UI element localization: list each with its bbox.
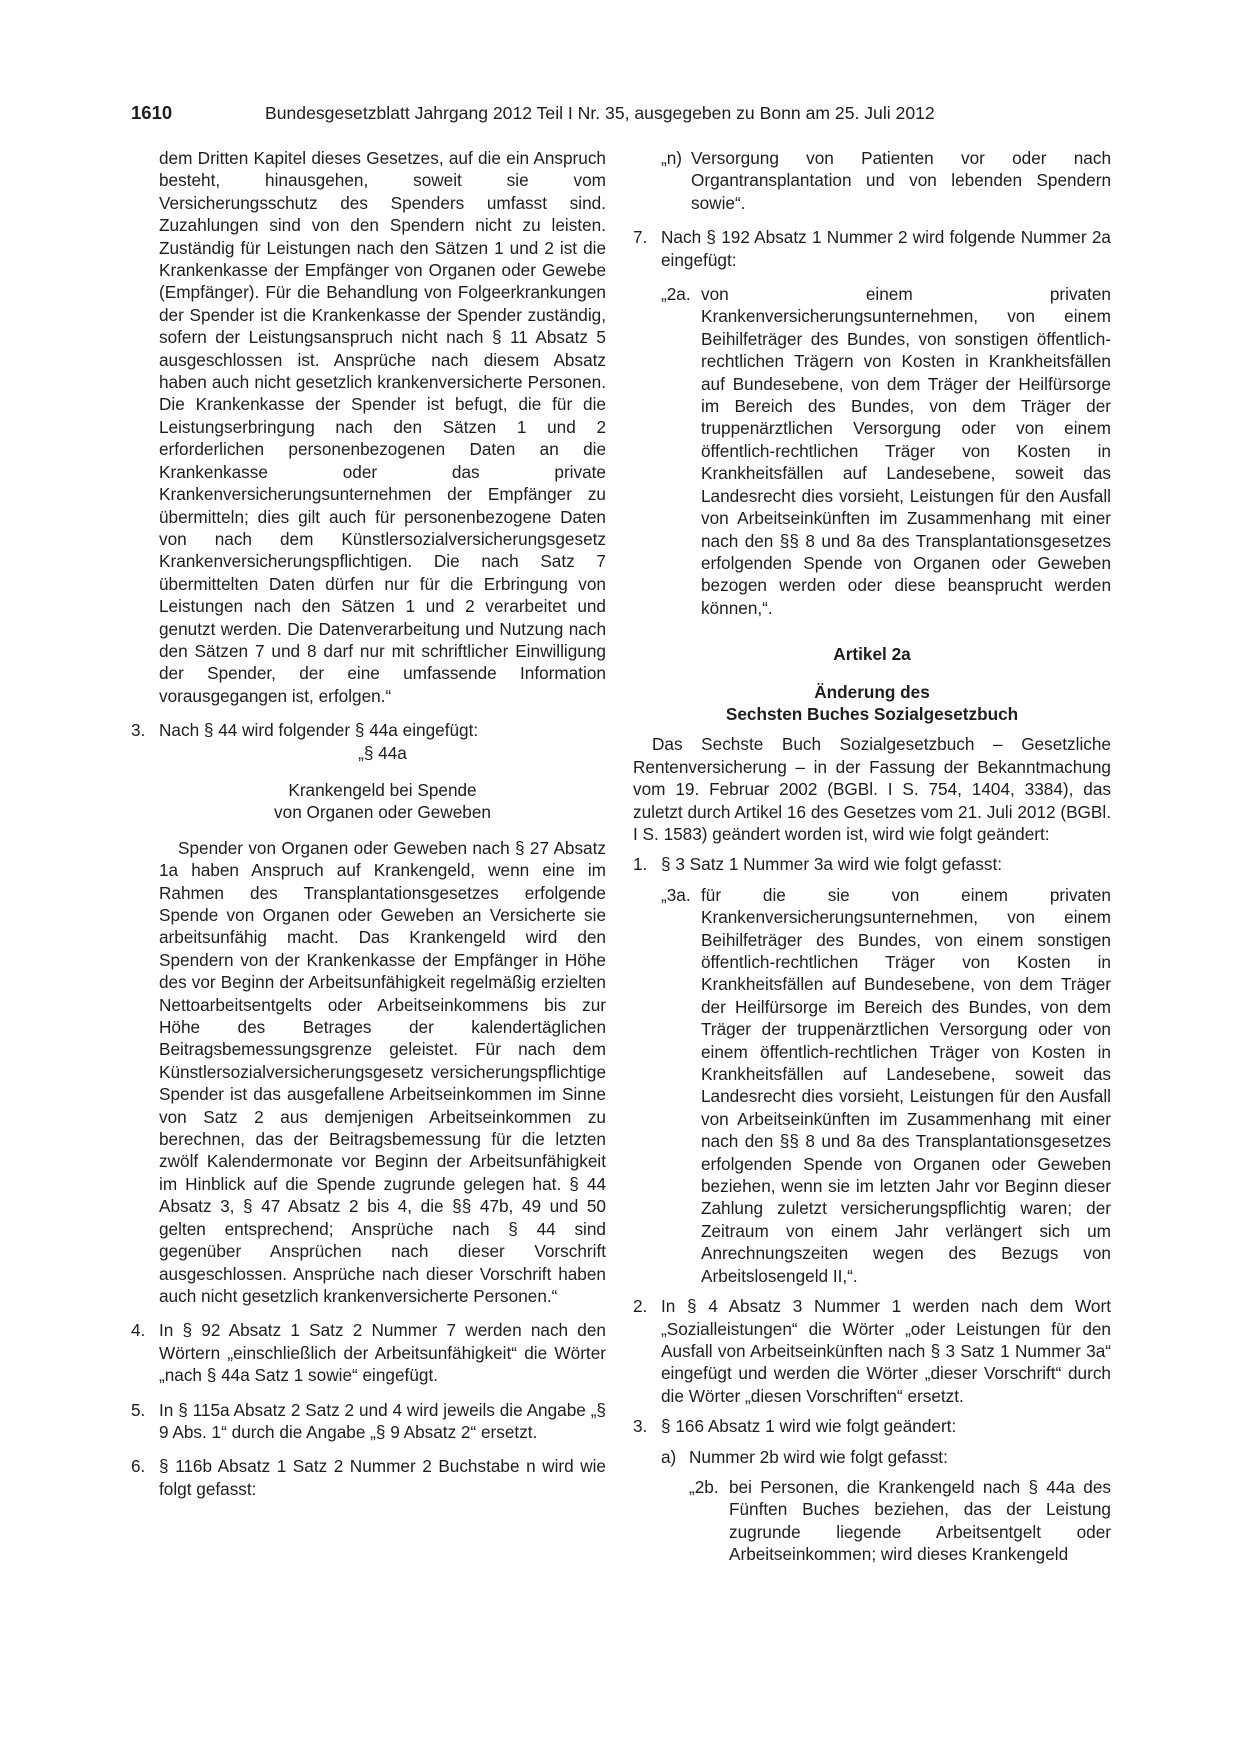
item-text: Nach § 44 wird folgender § 44a eingefügt: [159, 720, 479, 741]
left-column [131, 147, 606, 1500]
list-item-5 [131, 1399, 606, 1444]
continuation-block [131, 147, 606, 707]
article-intro: Das Sechste Buch Sozialgesetzbuch – Gesetzliche Rentenversicherung – in der Fassung der Bekanntmachung vom 19. Februar 2002 (BGBl. I S. 754, 1404, 3384), das zuletzt durch Artikel 16 des Gesetzes vom 21. Juli 2012 (BGBl. I S. 1583) geändert worden ist, wird wie folgt geändert: [633, 734, 1111, 844]
quote-text: von einem privaten Krankenversicherungsunternehmen, von einem Beihilfeträger des Bundes, von sonstigen öffentlich-rechtlichen Trägern von Kosten in Krankheitsfällen auf Bundesebene, von dem Träger der Heilfürsorge im Bereich des Bundes, von dem Träger der truppenärztlichen Versorgung oder von einem öffentlich-rechtlichen Träger von Kosten in Krankheitsfällen auf Landesebene, soweit das Landesrecht dies vorsieht, Leistungen für den Ausfall von Arbeitseinkünften im Zusammenhang mit einer nach den §§ 8 und 8a des Transplantationsgesetzes erfolgenden Spende von Organen oder Geweben bezogen werden oder diese beansprucht werden können,“. [701, 284, 1111, 618]
item-text: In § 115a Absatz 2 Satz 2 und 4 wird jeweils die Angabe „§ 9 Abs. 1“ durch die Angabe „§ 9 Absatz 2“ ersetzt. [159, 1399, 606, 1442]
section-title: „§ 44a [358, 742, 407, 763]
list-item-4 [131, 1319, 606, 1386]
article-heading-line-1: Änderung des [814, 681, 930, 702]
list-item-7 [633, 226, 1111, 271]
quote-label: „3a. [661, 884, 691, 905]
list-item-r1 [633, 853, 1111, 875]
item-number: 2. [633, 1296, 648, 1317]
quote-text: für die sie von einem privaten Krankenversicherungsunternehmen, von einem Beihilfeträger des Bundes, von einem sonstigen öffentlich-rechtlichen Träger von Kosten in Krankheitsfällen auf Bundesebene, von dem Träger der Heilfürsorge im Bereich des Bundes, von dem Träger der truppenärztlichen Versorgung oder von einem öffentlich-rechtlichen Träger von Kosten in Krankheitsfällen auf Landesebene, soweit das Landesrecht dies vorsieht, Leistungen für den Ausfall von Arbeitseinkünften im Zusammenhang mit einer nach den §§ 8 und 8a des Transplantationsgesetzes erfolgenden Spende von Organen oder Geweben beziehen, wenn sie im letzten Jahr vor Beginn dieser Zahlung zuletzt versicherungspflichtig waren; der Zeitraum von einem Jahr verlängert sich um Anrechnungszeiten wegen des Bezugs von Arbeitslosengeld II,“. [701, 884, 1111, 1286]
item-number: 7. [633, 227, 648, 248]
quoted-item-2a [633, 283, 1111, 619]
item-number: 4. [131, 1320, 146, 1341]
quoted-item-2b [633, 1476, 1111, 1566]
continuation-paragraph: dem Dritten Kapitel dieses Gesetzes, auf die ein Anspruch besteht, hinausgehen, soweit sie vom Versicherungsschutz des Spenders umfasst sind. Zuzahlungen sind von den Spendern nicht zu leisten. Zuständig für Leistungen nach den Sätzen 1 und 2 ist die Krankenkasse der Empfänger von Organen oder Gewebe (Empfänger). Für die Behandlung von Folgeerkrankungen der Spender ist die Krankenkasse der Spender zuständig, sofern der Leistungsanspruch nicht nach § 11 Absatz 5 ausgeschlossen ist. Ansprüche nach diesem Absatz haben auch nicht gesetzlich krankenversicherte Personen. Die Krankenkasse der Spender ist befugt, die für die Leistungserbringung nach den Sätzen 1 und 2 erforderlichen personenbezogenen Daten an die Krankenkasse oder das private Krankenversicherungsunternehmen der Empfänger zu übermitteln; dies gilt auch für personenbezogene Daten von nach dem Künstlersozialversicherungsgesetz Krankenversicherungspflichtigen. Die nach Satz 7 übermittelten Daten dürfen nur für die Erbringung von Leistungen nach den Sätzen 1 und 2 verarbeitet und genutzt werden. Die Datenverarbeitung und Nutzung nach den Sätzen 7 und 8 darf nur mit schriftlicher Einwilligung der Spender, der eine umfassende Information vorausgegangen ist, erfolgen.“ [159, 148, 606, 706]
list-item-3 [131, 719, 606, 741]
quote-label: „n) [661, 148, 683, 168]
item-text: Nach § 192 Absatz 1 Nummer 2 wird folgende Nummer 2a eingefügt: [661, 227, 1111, 270]
item-text: § 3 Satz 1 Nummer 3a wird wie folgt gefasst: [661, 854, 1003, 875]
section-body: Spender von Organen oder Geweben nach § 27 Absatz 1a haben Anspruch auf Krankengeld, wenn eine im Rahmen des Transplantationsgesetzes erfolgende Spende von Organen oder Geweben an Versicherte sie arbeitsunfähig macht. Das Krankengeld wird den Spendern von der Krankenkasse der Empfänger in Höhe des vor Beginn der Arbeitsunfähigkeit regelmäßig erzielten Nettoarbeitsentgelts oder Arbeitseinkommens bis zur Höhe des Betrages der kalendertäglichen Beitragsbemessungsgrenze geleistet. Für nach dem Künstlersozialversicherungsgesetz versicherungspflichtige Spender ist das ausgefallene Arbeitseinkommen im Sinne von Satz 2 aus demjenigen Arbeitseinkommen zu berechnen, das der Beitragsbemessung für die letzten zwölf Kalendermonate vor Beginn der Arbeitsunfähigkeit im Hinblick auf die Spende zugrunde gelegen hat. § 44 Absatz 3, § 47 Absatz 2 bis 4, die §§ 47b, 49 und 50 gelten entsprechend; Ansprüche nach § 44 sind gegenüber Ansprüchen nach dieser Vorschrift ausgeschlossen. Ansprüche nach dieser Vorschrift haben auch nicht gesetzlich krankenversicherte Personen.“ [159, 837, 606, 1306]
item-number: 5. [131, 1399, 146, 1420]
section-heading-line-1: Krankengeld bei Spende [288, 779, 477, 800]
item-number: 6. [131, 1456, 146, 1477]
section-44a [131, 742, 606, 1308]
quote-label: „2a. [661, 284, 691, 305]
sub-item-a [633, 1446, 1111, 1468]
list-item-r2 [633, 1295, 1111, 1407]
list-item-6 [131, 1455, 606, 1500]
quote-text: Versorgung von Patienten vor oder nach Organtransplantation und von lebenden Spendern sowie“. [691, 148, 1111, 213]
quote-label: „2b. [689, 1476, 719, 1497]
sub-item-text: Nummer 2b wird wie folgt gefasst: [689, 1446, 948, 1467]
quote-text: bei Personen, die Krankengeld nach § 44a des Fünften Buches beziehen, das der Leistung zugrunde liegende Arbeitsentgelt oder Arbeitseinkommen; wird dieses Krankengeld [729, 1476, 1111, 1565]
item-number: 3. [633, 1416, 648, 1437]
list-item-r3 [633, 1415, 1111, 1437]
article-title: Artikel 2a [833, 644, 911, 665]
sub-item-label: a) [661, 1446, 677, 1467]
item-text: In § 4 Absatz 3 Nummer 1 werden nach dem Wort „Sozialleistungen“ die Wörter „oder Leistungen für den Ausfall von Arbeitseinkünften nach § 3 Satz 1 Nummer 3a“ eingefügt und werden die Wörter „dieser Vorschrift“ durch die Wörter „diesen Vorschriften“ ersetzt. [661, 1296, 1111, 1406]
page-number: 1610 [131, 102, 173, 123]
item-number: 3. [131, 720, 146, 741]
right-column [633, 147, 1111, 1566]
article-heading-line-2: Sechsten Buches Sozialgesetzbuch [725, 703, 1019, 724]
page-header [131, 101, 1111, 125]
quoted-item-n [633, 147, 1111, 214]
item-number: 1. [633, 854, 648, 875]
section-heading-line-2: von Organen oder Geweben [274, 802, 491, 823]
running-head: Bundesgesetzblatt Jahrgang 2012 Teil I Nr. 35, ausgegeben zu Bonn am 25. Juli 2012 [265, 103, 935, 123]
item-text: In § 92 Absatz 1 Satz 2 Nummer 7 werden nach den Wörtern „einschließlich der Arbeitsunfähigkeit“ die Wörter „nach § 44a Satz 1 sowie“ eingefügt. [159, 1320, 606, 1386]
item-text: § 116b Absatz 1 Satz 2 Nummer 2 Buchstabe n wird wie folgt gefasst: [159, 1456, 606, 1499]
quoted-item-3a [633, 884, 1111, 1287]
item-text: § 166 Absatz 1 wird wie folgt geändert: [661, 1416, 957, 1437]
